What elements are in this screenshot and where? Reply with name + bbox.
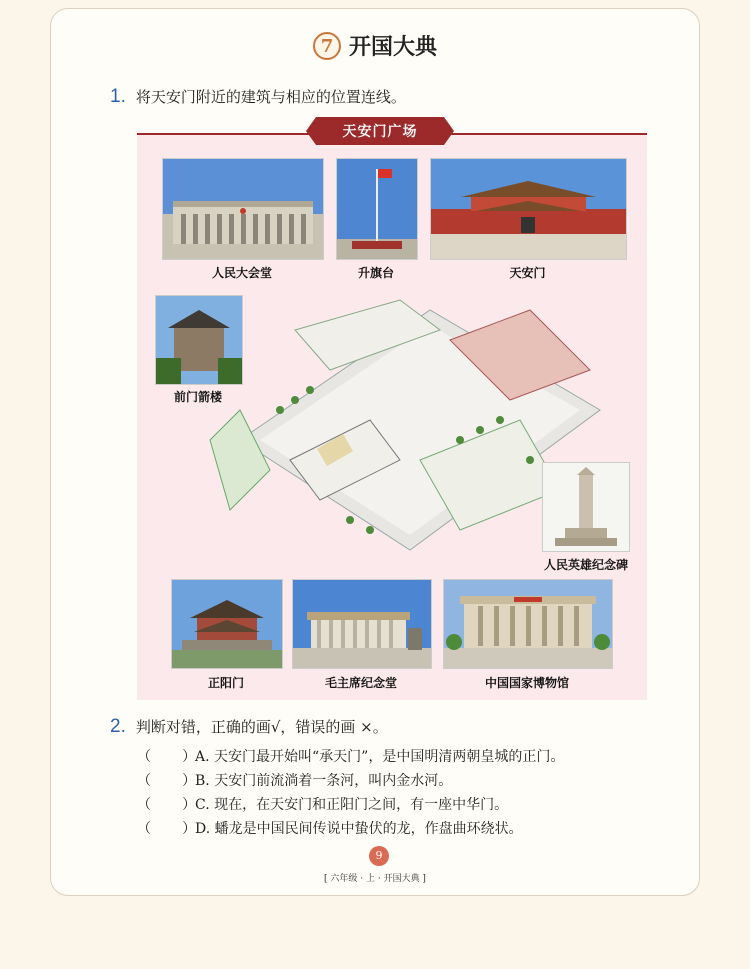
statement-a-text: A. 天安门最开始叫“承天门”，是中国明清两朝皇城的正门。: [195, 749, 565, 765]
page-footer: [ 六年级 · 上 · 开国大典 ]: [324, 874, 426, 884]
statement-d: [137, 818, 523, 838]
monument-photo: [542, 462, 630, 552]
statement-b: [137, 770, 452, 790]
flag-platform-label: 升旗台: [357, 266, 394, 280]
lesson-title: [0, 30, 750, 61]
question-1-text: 将天安门附近的建筑与相应的位置连线。: [135, 88, 406, 106]
question-2-text: 判断对错，正确的画√，错误的画 ×。: [135, 718, 388, 736]
great-hall-photo: [162, 158, 324, 260]
mausoleum-label: 毛主席纪念堂: [324, 676, 397, 690]
monument-label: 人民英雄纪念碑: [543, 558, 628, 572]
zhengyangmen-label: 正阳门: [207, 676, 244, 690]
lesson-number-badge: 7: [313, 32, 341, 60]
statement-b-text: B. 天安门前流淌着一条河，叫内金水河。: [195, 773, 453, 789]
tiananmen-label: 天安门: [509, 266, 546, 280]
question-1: [110, 86, 406, 108]
question-2: [110, 716, 388, 738]
zhengyangmen-photo: [171, 579, 283, 669]
museum-photo: [443, 579, 613, 669]
map-banner: 天安门广场: [316, 117, 444, 145]
statement-c-text: C. 现在，在天安门和正阳门之间，有一座中华门。: [195, 797, 509, 813]
answer-blank-a[interactable]: （ ）: [137, 749, 197, 765]
statement-c: [137, 794, 508, 814]
tiananmen-photo: [430, 158, 627, 260]
answer-blank-d[interactable]: （ ）: [137, 821, 197, 837]
museum-label: 中国国家博物馆: [484, 676, 569, 690]
question-1-number: 1.: [110, 86, 126, 107]
mausoleum-photo: [292, 579, 432, 669]
great-hall-label: 人民大会堂: [211, 266, 272, 280]
qianmen-tower-label: 前门箭楼: [173, 390, 222, 404]
page-number: 9: [369, 846, 389, 866]
question-2-number: 2.: [110, 716, 126, 737]
answer-blank-c[interactable]: （ ）: [137, 797, 197, 813]
statement-a: [137, 746, 564, 766]
statement-d-text: D. 蟠龙是中国民间传说中蛰伏的龙，作盘曲环绕状。: [195, 821, 523, 837]
lesson-title-text: 开国大典: [348, 34, 437, 60]
answer-blank-b[interactable]: （ ）: [137, 773, 197, 789]
flag-platform-photo: [336, 158, 418, 260]
